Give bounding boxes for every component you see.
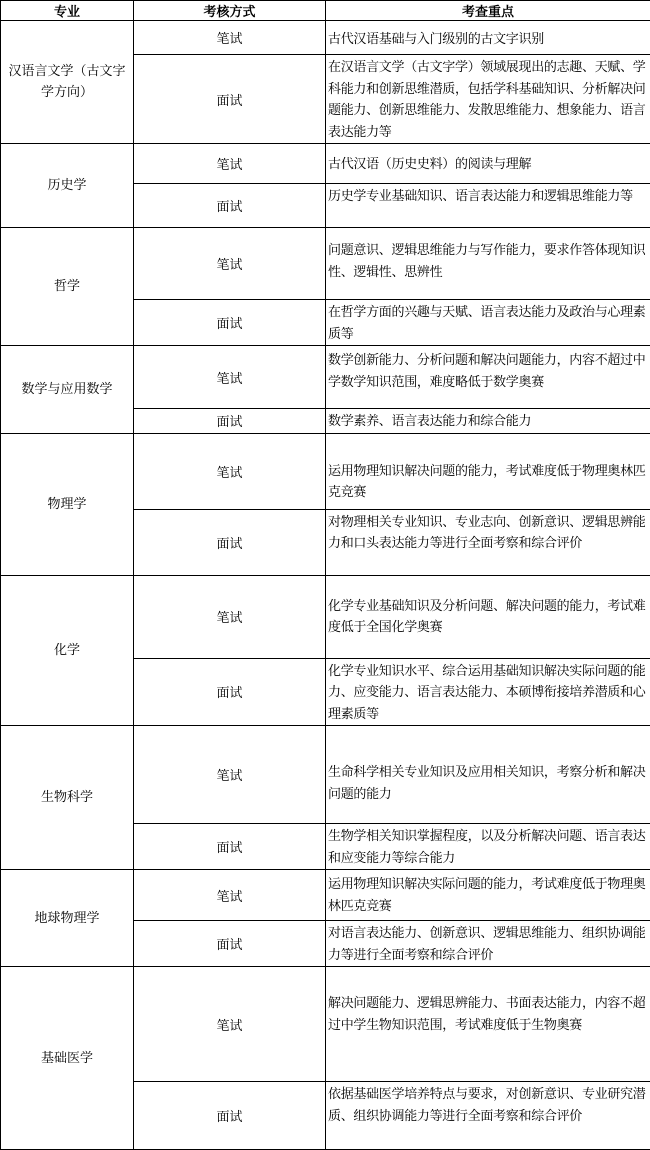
exam-focus-cell: 古代汉语（历史史料）的阅读与理解	[326, 144, 650, 184]
table-row	[1, 21, 650, 55]
exam-method-cell: 笔试	[134, 726, 326, 824]
exam-method-cell: 笔试	[134, 144, 326, 184]
exam-focus-cell: 古代汉语基础与入门级别的古文字识别	[326, 21, 650, 55]
major-cell: 地球物理学	[1, 870, 134, 967]
exam-focus-cell: 在汉语言文学（古文字学）领域展现出的志趣、天赋、学科能力和创新思维潜质，包括学科基础知识、分析解决问题能力、创新思维能力、发散思维能力、想象能力、语言表达能力等	[326, 55, 650, 144]
exam-method-cell: 面试	[134, 409, 326, 434]
exam-focus-cell: 生物学相关知识掌握程度，以及分析解决问题、语言表达和应变能力等综合能力	[326, 824, 650, 870]
table-row	[1, 228, 650, 300]
header-row	[1, 1, 650, 21]
major-cell: 哲学	[1, 228, 134, 346]
table-row	[1, 870, 650, 921]
exam-method-cell: 面试	[134, 184, 326, 228]
exam-focus-cell: 解决问题能力、逻辑思辨能力、书面表达能力，内容不超过中学生物知识范围，考试难度低于生物奥赛	[326, 967, 650, 1082]
header-major: 专业	[1, 1, 134, 21]
exam-method-cell: 笔试	[134, 575, 326, 658]
exam-method-cell: 笔试	[134, 967, 326, 1082]
exam-method-cell: 面试	[134, 509, 326, 575]
exam-method-cell: 笔试	[134, 228, 326, 300]
exam-method-cell: 笔试	[134, 433, 326, 509]
major-cell: 化学	[1, 575, 134, 726]
exam-method-cell: 面试	[134, 55, 326, 144]
exam-focus-cell: 对物理相关专业知识、专业志向、创新意识、逻辑思辨能力和口头表达能力等进行全面考察和综合评价	[326, 509, 650, 575]
table-row	[1, 575, 650, 658]
exam-focus-cell: 依据基础医学培养特点与要求，对创新意识、专业研究潜质、组织协调能力等进行全面考察和综合评价	[326, 1082, 650, 1150]
exam-focus-cell: 对语言表达能力、创新意识、逻辑思维能力、组织协调能力等进行全面考察和综合评价	[326, 921, 650, 967]
exam-focus-cell: 生命科学相关专业知识及应用相关知识，考察分析和解决问题的能力	[326, 726, 650, 824]
table-row	[1, 346, 650, 409]
exam-method-cell: 笔试	[134, 21, 326, 55]
exam-method-cell: 面试	[134, 824, 326, 870]
major-cell: 汉语言文学（古文字学方向）	[1, 21, 134, 144]
major-cell: 数学与应用数学	[1, 346, 134, 434]
table-row	[1, 144, 650, 184]
exam-method-cell: 面试	[134, 921, 326, 967]
exam-focus-cell: 运用物理知识解决问题的能力，考试难度低于物理奥林匹克竞赛	[326, 433, 650, 509]
exam-focus-cell: 化学专业基础知识及分析问题、解决问题的能力，考试难度低于全国化学奥赛	[326, 575, 650, 658]
exam-focus-cell: 运用物理知识解决实际问题的能力，考试难度低于物理奥林匹克竞赛	[326, 870, 650, 921]
exam-focus-cell: 化学专业知识水平、综合运用基础知识解决实际问题的能力、应变能力、语言表达能力、本硕博衔接培养潜质和心理素质等	[326, 658, 650, 726]
major-cell: 物理学	[1, 433, 134, 575]
major-cell: 历史学	[1, 144, 134, 228]
exam-method-cell: 笔试	[134, 346, 326, 409]
exam-focus-cell: 数学素养、语言表达能力和综合能力	[326, 409, 650, 434]
table-row	[1, 726, 650, 824]
header-focus: 考查重点	[326, 1, 650, 21]
exam-method-cell: 面试	[134, 1082, 326, 1150]
exam-focus-cell: 历史学专业基础知识、语言表达能力和逻辑思维能力等	[326, 184, 650, 228]
exam-method-cell: 面试	[134, 300, 326, 346]
major-cell: 基础医学	[1, 967, 134, 1150]
table-row	[1, 433, 650, 509]
table-row	[1, 967, 650, 1082]
header-method: 考核方式	[134, 1, 326, 21]
exam-focus-cell: 问题意识、逻辑思维能力与写作能力，要求作答体现知识性、逻辑性、思辨性	[326, 228, 650, 300]
exam-focus-cell: 数学创新能力、分析问题和解决问题能力，内容不超过中学数学知识范围，难度略低于数学奥赛	[326, 346, 650, 409]
exam-focus-cell: 在哲学方面的兴趣与天赋、语言表达能力及政治与心理素质等	[326, 300, 650, 346]
exam-method-cell: 面试	[134, 658, 326, 726]
exam-method-cell: 笔试	[134, 870, 326, 921]
major-cell: 生物科学	[1, 726, 134, 870]
